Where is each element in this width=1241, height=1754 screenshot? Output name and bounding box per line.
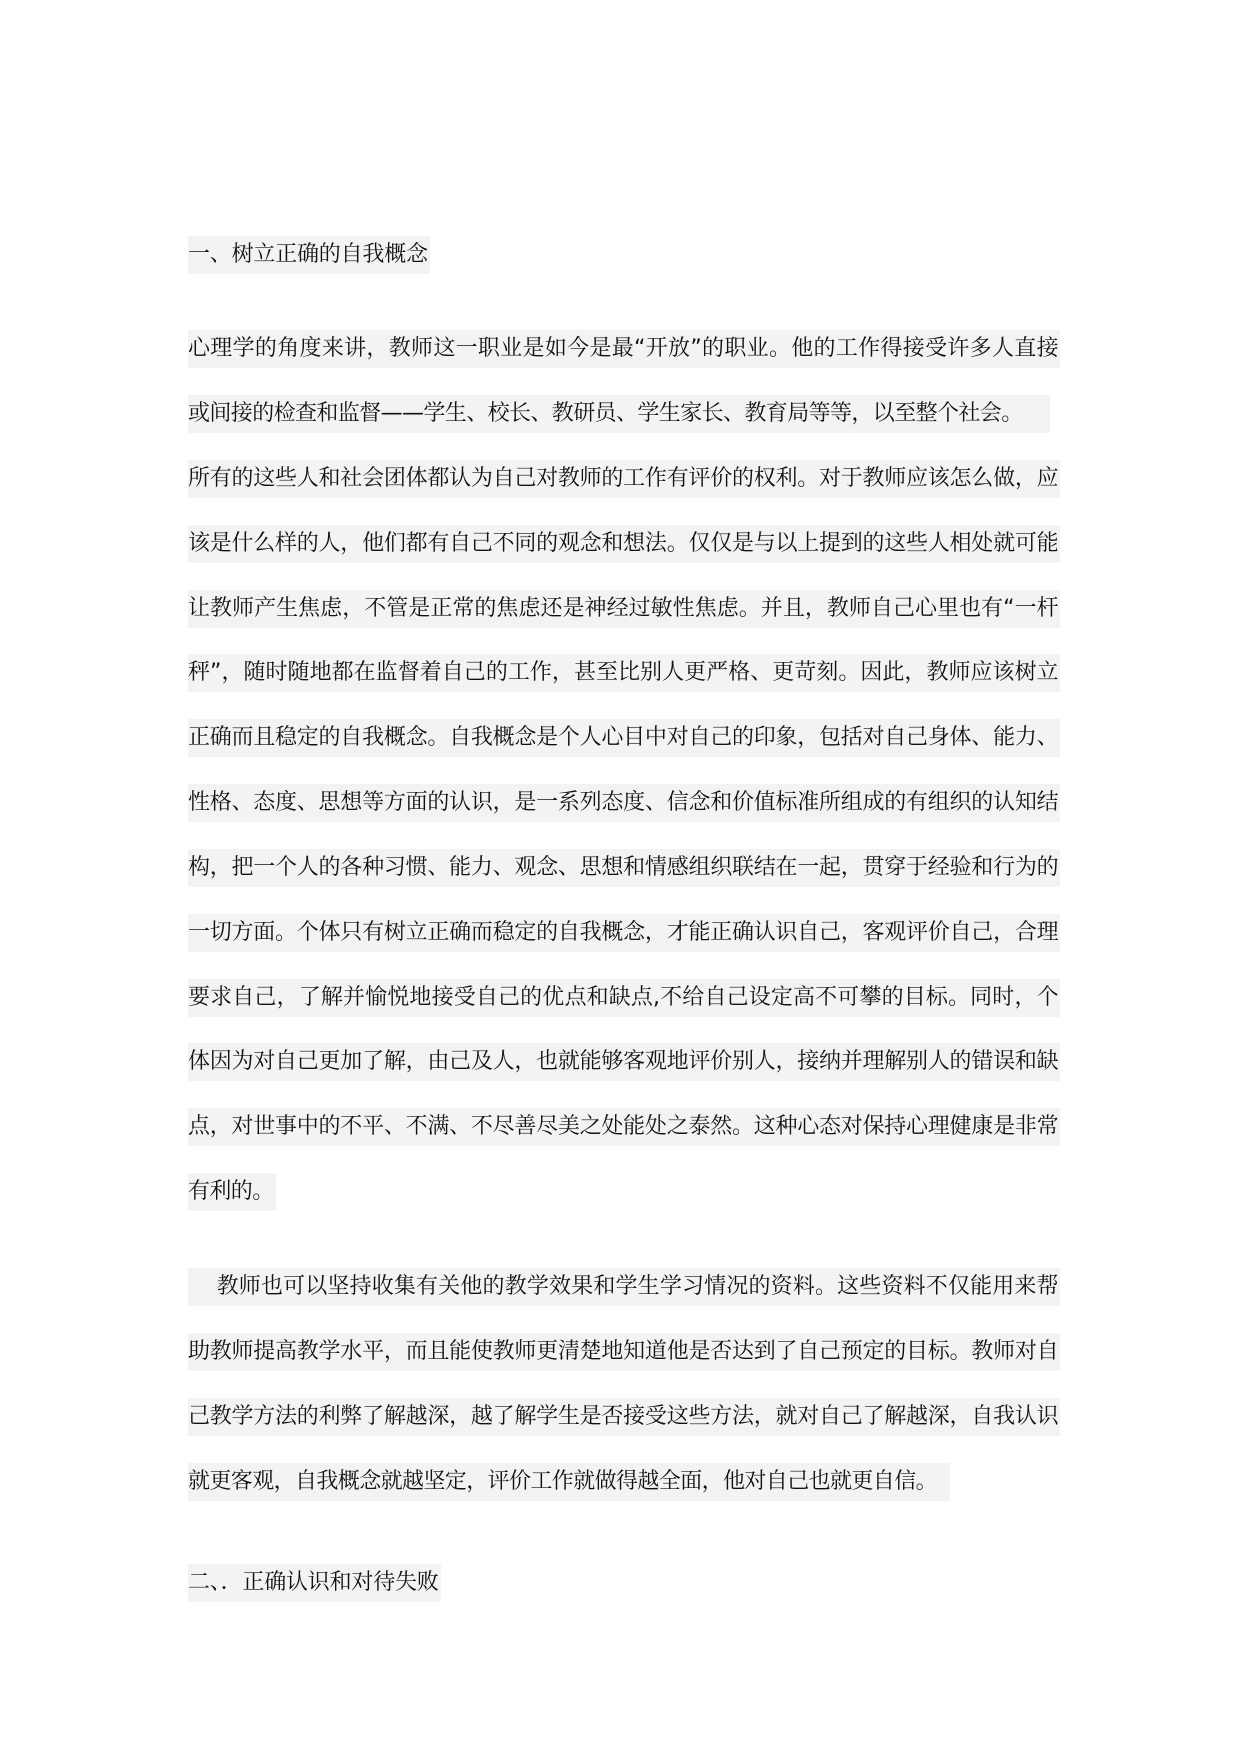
paragraph-2-line-3: 己教学方法的利弊了解越深，越了解学生是否接受这些方法，就对自己了解越深，自我认识 (188, 1398, 1060, 1436)
paragraph-1-line-3: 所有的这些人和社会团体都认为自己对教师的工作有评价的权利。对于教师应该怎么做，应 (188, 460, 1060, 498)
paragraph-1-line-8: 性格、态度、思想等方面的认识，是一系列态度、信念和价值标准所组成的有组织的认知结 (188, 784, 1060, 822)
paragraph-1-line-2: 或间接的检查和监督——学生、校长、教研员、学生家长、教育局等等，以至整个社会。 (188, 395, 1050, 433)
paragraph-1-line-6: 秤”，随时随地都在监督着自己的工作，甚至比别人更严格、更苛刻。因此，教师应该树立 (188, 654, 1060, 692)
paragraph-1-line-11: 要求自己，了解并愉悦地接受自己的优点和缺点,不给自己设定高不可攀的目标。同时，个 (188, 979, 1060, 1017)
section-heading-2: 二、．正确认识和对待失败 (188, 1564, 441, 1602)
paragraph-1-line-7: 正确而且稳定的自我概念。自我概念是个人心目中对自己的印象，包括对自己身体、能力、 (188, 719, 1060, 757)
paragraph-1-line-13: 点，对世事中的不平、不满、不尽善尽美之处能处之泰然。这种心态对保持心理健康是非常 (188, 1108, 1060, 1146)
paragraph-2-line-1: 教师也可以坚持收集有关他的教学效果和学生学习情况的资料。这些资料不仅能用来帮 (188, 1268, 1060, 1306)
paragraph-1-line-4: 该是什么样的人，他们都有自己不同的观念和想法。仅仅是与以上提到的这些人相处就可能 (188, 525, 1060, 563)
paragraph-2-line-2: 助教师提高教学水平，而且能使教师更清楚地知道他是否达到了自己预定的目标。教师对自 (188, 1333, 1060, 1371)
paragraph-1-line-5: 让教师产生焦虑，不管是正常的焦虑还是神经过敏性焦虑。并且，教师自己心里也有“一杆 (188, 590, 1060, 628)
paragraph-2-line-4: 就更客观，自我概念就越坚定，评价工作就做得越全面，他对自己也就更自信。 (188, 1463, 950, 1501)
paragraph-1-line-10: 一切方面。个体只有树立正确而稳定的自我概念，才能正确认识自己，客观评价自己，合理 (188, 914, 1060, 952)
paragraph-1-line-9: 构，把一个人的各种习惯、能力、观念、思想和情感组织联结在一起，贯穿于经验和行为的 (188, 849, 1060, 887)
paragraph-1-line-1: 心理学的角度来讲，教师这一职业是如今是最“开放”的职业。他的工作得接受许多人直接 (188, 330, 1060, 368)
section-heading-1: 一、树立正确的自我概念 (188, 236, 430, 274)
paragraph-1-line-12: 体因为对自己更加了解，由己及人，也就能够客观地评价别人，接纳并理解别人的错误和缺 (188, 1043, 1060, 1081)
paragraph-1-line-14: 有利的。 (188, 1173, 276, 1211)
